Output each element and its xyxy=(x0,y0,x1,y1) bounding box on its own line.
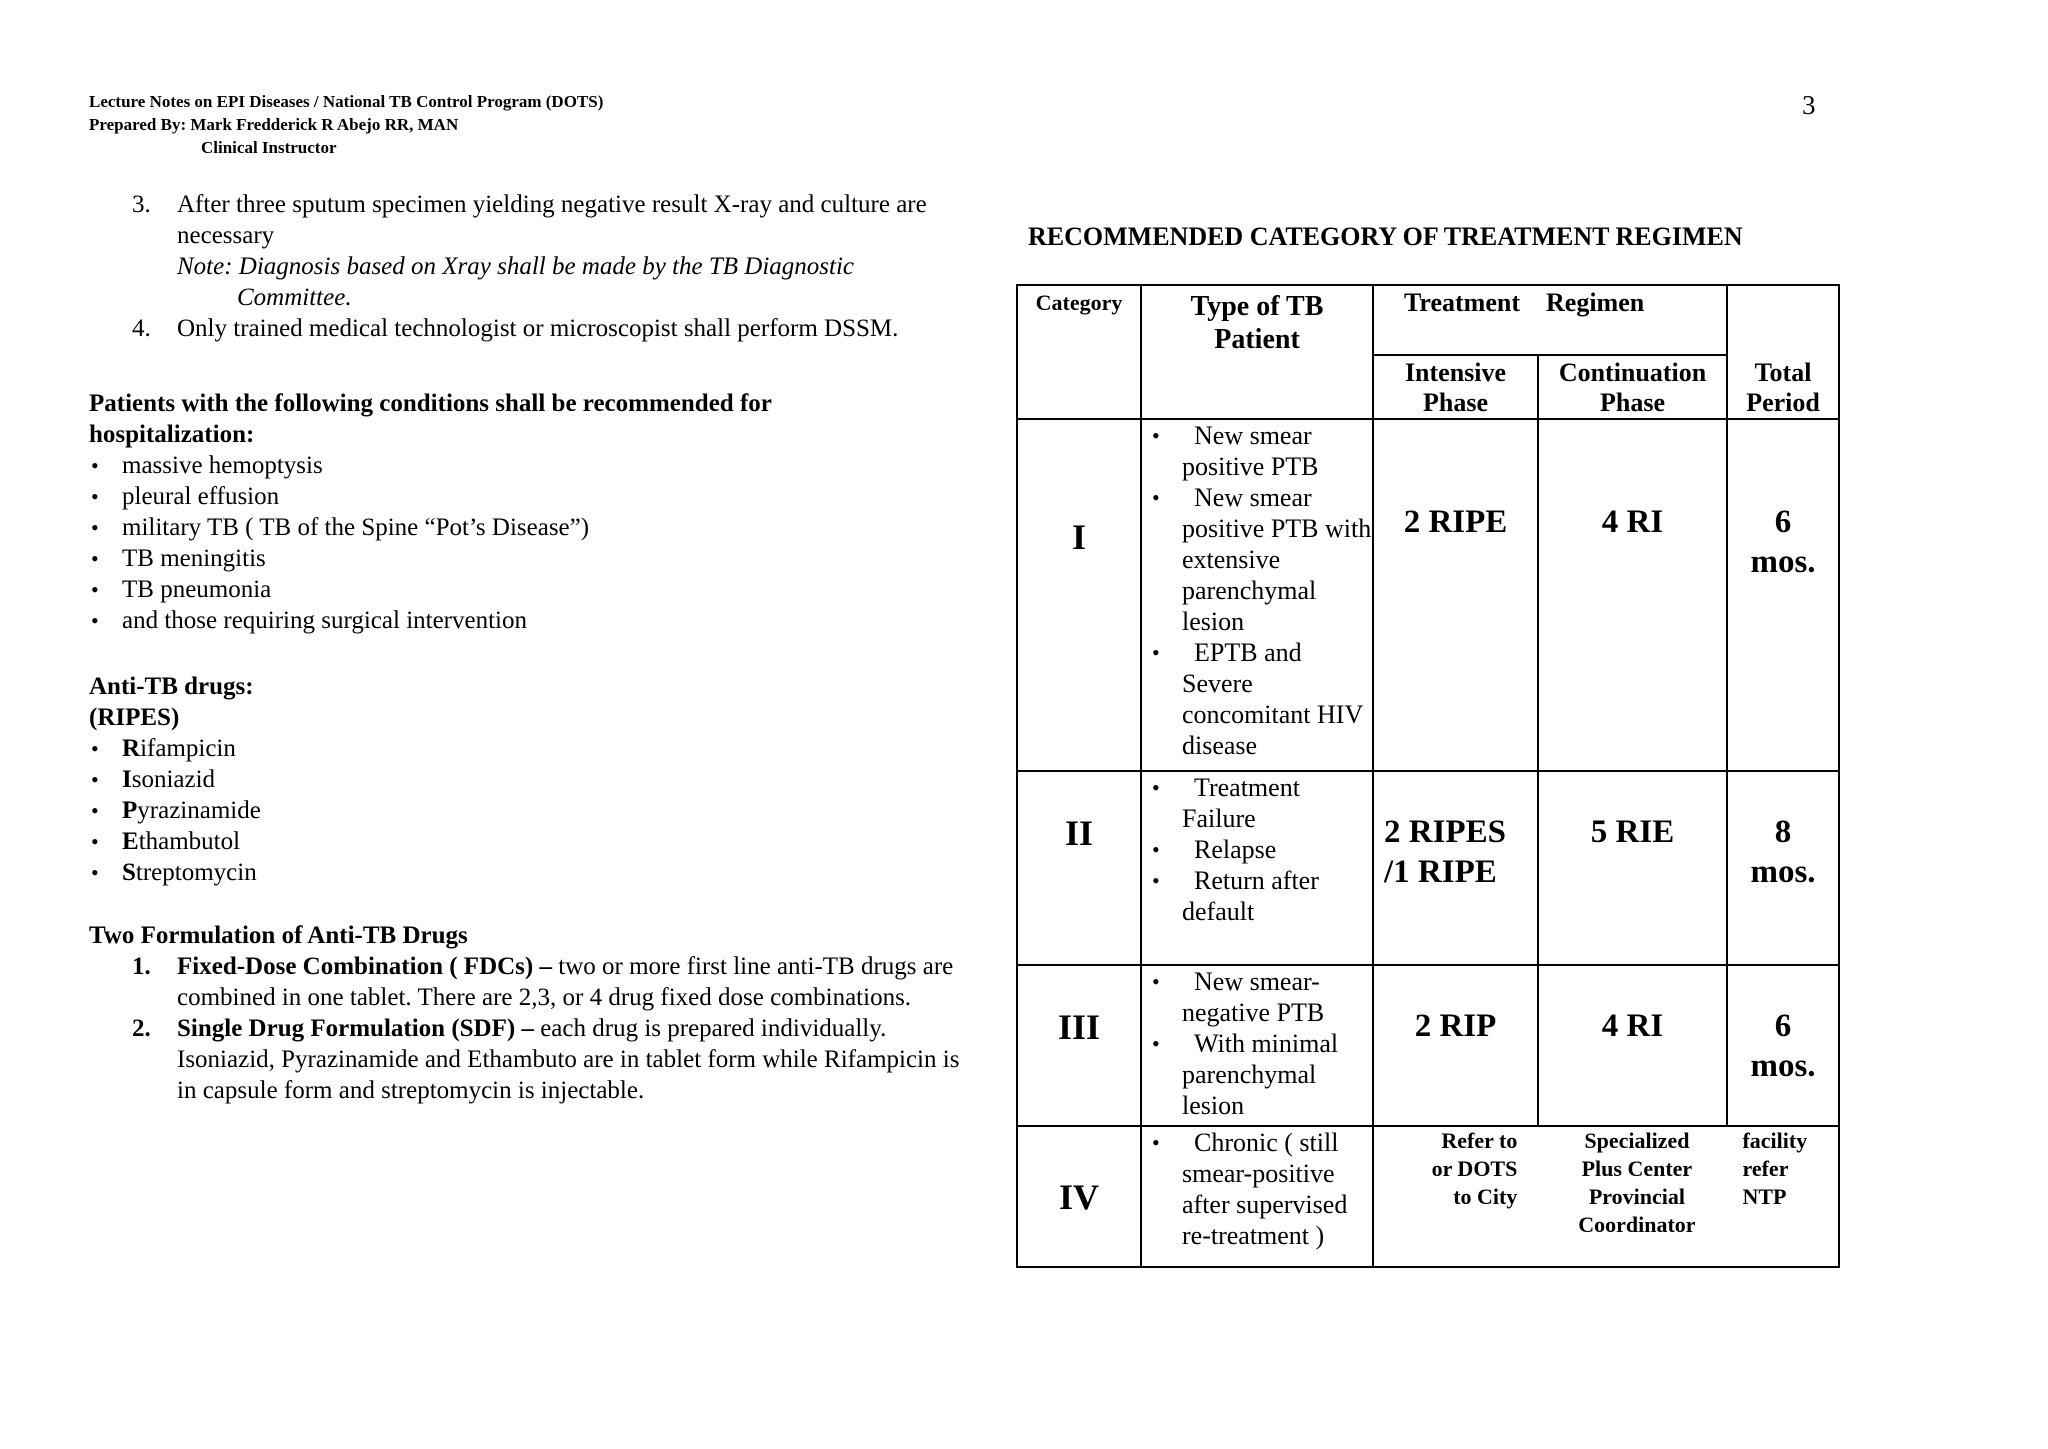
list-item: • New smear positive PTB with extensive parenchymal lesion xyxy=(1152,482,1372,637)
table-title: RECOMMENDED CATEGORY OF TREATMENT REGIMEN xyxy=(1028,222,1743,251)
header-blank xyxy=(1727,285,1839,355)
list-item: • Return after default xyxy=(1152,865,1372,927)
list-item: • Pyrazinamide xyxy=(89,795,989,826)
list-item: • Chronic ( still smear-positive after supervised re-treatment ) xyxy=(1152,1127,1372,1251)
list-item: 4. Only trained medical technologist or microscopist shall perform DSSM. xyxy=(132,315,899,342)
referral-cell xyxy=(1373,1126,1839,1267)
list-item: • Streptomycin xyxy=(89,857,989,888)
intensive-phase-cell: 2 RIPE xyxy=(1373,419,1538,771)
table-row xyxy=(1017,771,1839,965)
continuation-phase-cell: 4 RI xyxy=(1538,419,1727,771)
document-header xyxy=(89,90,603,159)
diagnosis-list xyxy=(89,189,989,344)
list-item: 2. Single Drug Formulation (SDF) – each drug is prepared individually. Isoniazid, Pyrazinamide and Ethambuto are in tablet form while Rifampicin is in capsule form and streptomycin is injectable. xyxy=(132,1015,960,1104)
hospitalization-heading: Patients with the following conditions shall be recommended for hospitalization: xyxy=(89,390,772,448)
header-line-2: Prepared By: Mark Fredderick R Abejo RR, MAN xyxy=(89,115,459,134)
list-item: 3. After three sputum specimen yielding negative result X-ray and culture are necessary Note: Diagnosis based on Xray shall be made by the TB Diagnostic Committee. xyxy=(132,191,927,311)
list-item: • Relapse xyxy=(1152,834,1372,865)
drugs-list xyxy=(89,733,989,888)
table-row xyxy=(1017,419,1839,771)
list-item: • EPTB and Severe concomitant HIV disease xyxy=(1152,637,1372,761)
drugs-heading: Anti-TB drugs: xyxy=(89,673,254,700)
page-number: 3 xyxy=(1802,90,1816,120)
list-item: • With minimal parenchymal lesion xyxy=(1152,1028,1372,1121)
table-header-row xyxy=(1017,285,1839,355)
continuation-phase-cell: 5 RIE xyxy=(1538,771,1727,965)
hospitalization-list xyxy=(89,450,989,636)
list-item: • New smear positive PTB xyxy=(1152,420,1372,482)
header-line-1: Lecture Notes on EPI Diseases / National TB Control Program (DOTS) xyxy=(89,92,604,111)
left-column xyxy=(89,189,989,1106)
list-item: • Rifampicin xyxy=(89,733,989,764)
formulation-list xyxy=(89,951,989,1106)
total-period-cell: 6 mos. xyxy=(1727,419,1839,771)
total-period-cell: 6 mos. xyxy=(1727,965,1839,1126)
header-total-period: Total Period xyxy=(1727,355,1839,419)
header-treatment-regimen: Treatment Regimen xyxy=(1373,285,1727,355)
total-period-cell: 8 mos. xyxy=(1727,771,1839,965)
patient-type-cell xyxy=(1141,771,1373,965)
patient-type-cell xyxy=(1141,965,1373,1126)
list-item: • and those requiring surgical intervention xyxy=(89,605,989,636)
list-item: • New smear-negative PTB xyxy=(1152,966,1372,1028)
category-cell: I xyxy=(1017,419,1141,771)
header-line-3: Clinical Instructor xyxy=(201,138,337,157)
list-item: • TB meningitis xyxy=(89,543,989,574)
list-item: • TB pneumonia xyxy=(89,574,989,605)
referral-right: facility refer NTP xyxy=(1742,1128,1808,1209)
category-cell: III xyxy=(1017,965,1141,1126)
list-item: • Treatment Failure xyxy=(1152,772,1372,834)
header-type: Type of TB Patient xyxy=(1141,285,1373,419)
header-category: Category xyxy=(1017,285,1141,419)
continuation-phase-cell: 4 RI xyxy=(1538,965,1727,1126)
list-item: • pleural effusion xyxy=(89,481,989,512)
table-row xyxy=(1017,965,1839,1126)
treatment-regimen-table xyxy=(1016,284,1840,1268)
header-continuation-phase: Continuation Phase xyxy=(1538,355,1727,419)
list-item: • Isoniazid xyxy=(89,764,989,795)
table-row xyxy=(1017,1126,1839,1267)
referral-middle: Specialized Plus Center Provincial Coordinator xyxy=(1578,1128,1696,1237)
intensive-phase-cell: 2 RIPES /1 RIPE xyxy=(1373,771,1538,965)
category-cell: II xyxy=(1017,771,1141,965)
formulation-heading: Two Formulation of Anti-TB Drugs xyxy=(89,922,468,949)
referral-left: Refer to or DOTS to City xyxy=(1431,1128,1518,1209)
patient-type-cell xyxy=(1141,1126,1373,1267)
header-intensive-phase: Intensive Phase xyxy=(1373,355,1538,419)
list-item: • military TB ( TB of the Spine “Pot’s Disease”) xyxy=(89,512,989,543)
patient-type-cell xyxy=(1141,419,1373,771)
list-item: • massive hemoptysis xyxy=(89,450,989,481)
list-item: 1. Fixed-Dose Combination ( FDCs) – two or more first line anti-TB drugs are combined in one tablet. There are 2,3, or 4 drug fixed dose combinations. xyxy=(132,953,954,1011)
list-item: • Ethambutol xyxy=(89,826,989,857)
intensive-phase-cell: 2 RIP xyxy=(1373,965,1538,1126)
drugs-subheading: (RIPES) xyxy=(89,704,180,731)
category-cell: IV xyxy=(1017,1126,1141,1267)
